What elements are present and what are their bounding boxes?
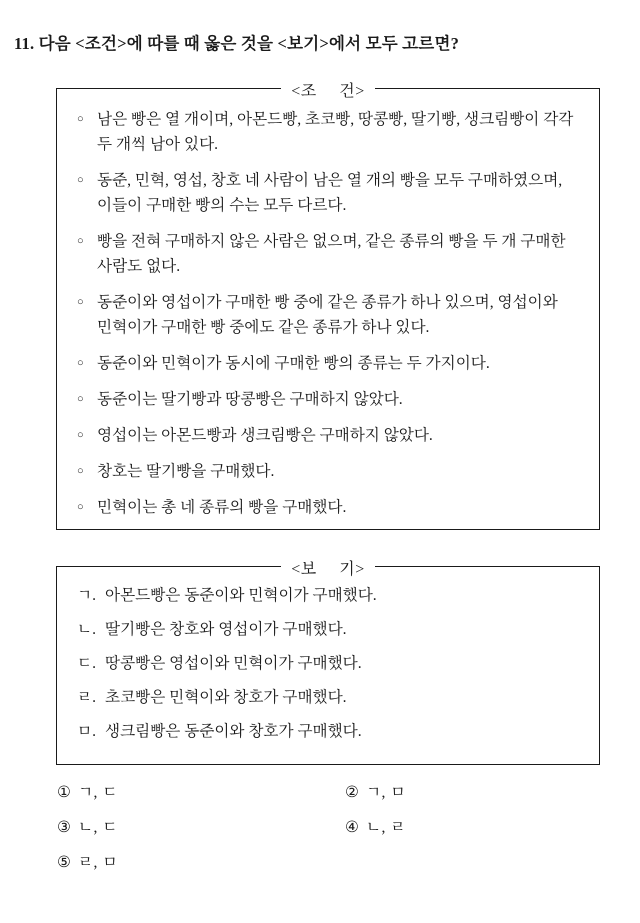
boggi-text: 딸기빵은 창호와 영섭이가 구매했다. — [105, 621, 347, 638]
bullet-icon: ○ — [77, 393, 84, 405]
answer-choice-4[interactable] — [345, 817, 406, 839]
boggi-marker: ㄹ. — [77, 689, 96, 706]
answer-choice-3[interactable] — [57, 817, 118, 839]
boggi-text: 아몬드빵은 동준이와 민혁이가 구매했다. — [105, 587, 377, 604]
boggi-marker: ㄱ. — [77, 587, 96, 604]
list-item — [77, 685, 589, 710]
choice-number: ④ — [345, 819, 359, 836]
bullet-icon: ○ — [77, 174, 84, 186]
list-item — [75, 495, 589, 520]
boggi-text: 생크림빵은 동준이와 창호가 구매했다. — [105, 723, 362, 740]
bullet-icon: ○ — [77, 429, 84, 441]
answer-choice-5[interactable] — [57, 852, 118, 874]
bullet-icon: ○ — [77, 235, 84, 247]
condition-text: 남은 빵은 열 개이며, 아몬드빵, 초코빵, 땅콩빵, 딸기빵, 생크림빵이 각각 두 개씩 남아 있다. — [97, 111, 574, 153]
boggi-marker: ㅁ. — [77, 723, 96, 740]
list-item — [77, 617, 589, 642]
boggi-text: 초코빵은 민혁이와 창호가 구매했다. — [105, 689, 347, 706]
boggi-marker: ㄴ. — [77, 621, 96, 638]
boggi-text: 땅콩빵은 영섭이와 민혁이가 구매했다. — [105, 655, 362, 672]
condition-text: 동준이는 딸기빵과 땅콩빵은 구매하지 않았다. — [97, 391, 403, 408]
list-item — [75, 423, 589, 448]
boggi-list — [77, 583, 589, 753]
answer-choice-1[interactable] — [57, 782, 118, 804]
conditions-list — [75, 107, 589, 531]
condition-text: 창호는 딸기빵을 구매했다. — [97, 463, 275, 480]
condition-text: 영섭이는 아몬드빵과 생크림빵은 구매하지 않았다. — [97, 427, 433, 444]
boggi-box-caption — [57, 556, 599, 579]
choice-number: ① — [57, 784, 71, 801]
list-item — [75, 459, 589, 484]
question-stem — [14, 30, 626, 54]
condition-text: 민혁이는 총 네 종류의 빵을 구매했다. — [97, 499, 347, 516]
bullet-icon: ○ — [77, 465, 84, 477]
answer-choices — [0, 782, 640, 892]
choice-label: ㄴ, ㄹ — [365, 819, 406, 836]
list-item — [75, 290, 589, 340]
bullet-icon: ○ — [77, 113, 84, 125]
question-text: 다음 <조건>에 따를 때 옳은 것을 <보기>에서 모두 고르면? — [38, 34, 460, 53]
choice-label: ㄹ, ㅁ — [77, 854, 118, 871]
bullet-icon: ○ — [77, 357, 84, 369]
choice-number: ③ — [57, 819, 71, 836]
bullet-icon: ○ — [77, 296, 84, 308]
list-item — [77, 651, 589, 676]
conditions-caption-label: <조 건> — [281, 83, 374, 100]
bullet-icon: ○ — [77, 501, 84, 513]
condition-text: 빵을 전혀 구매하지 않은 사람은 없으며, 같은 종류의 빵을 두 개 구매한 사람도 없다. — [97, 233, 566, 275]
list-item — [77, 583, 589, 608]
boggi-caption-label: <보 기> — [281, 561, 374, 578]
condition-text: 동준, 민혁, 영섭, 창호 네 사람이 남은 열 개의 빵을 모두 구매하였으며, 이들이 구매한 빵의 수는 모두 다르다. — [97, 172, 563, 214]
list-item — [75, 107, 589, 157]
boggi-marker: ㄷ. — [77, 655, 96, 672]
conditions-box — [56, 83, 600, 530]
conditions-box-caption — [57, 78, 599, 101]
question-number: 11. — [14, 34, 35, 53]
list-item — [75, 387, 589, 412]
choice-label: ㄱ, ㅁ — [365, 784, 406, 801]
choice-label: ㄴ, ㄷ — [77, 819, 118, 836]
choice-number: ② — [345, 784, 359, 801]
condition-text: 동준이와 영섭이가 구매한 빵 중에 같은 종류가 하나 있으며, 영섭이와 민혁이가 구매한 빵 중에도 같은 종류가 하나 있다. — [97, 294, 558, 336]
list-item — [75, 168, 589, 218]
answer-choice-2[interactable] — [345, 782, 406, 804]
list-item — [77, 719, 589, 744]
list-item — [75, 351, 589, 376]
choice-label: ㄱ, ㄷ — [77, 784, 118, 801]
list-item — [75, 229, 589, 279]
condition-text: 동준이와 민혁이가 동시에 구매한 빵의 종류는 두 가지이다. — [97, 355, 490, 372]
boggi-box — [56, 561, 600, 765]
choice-number: ⑤ — [57, 854, 71, 871]
